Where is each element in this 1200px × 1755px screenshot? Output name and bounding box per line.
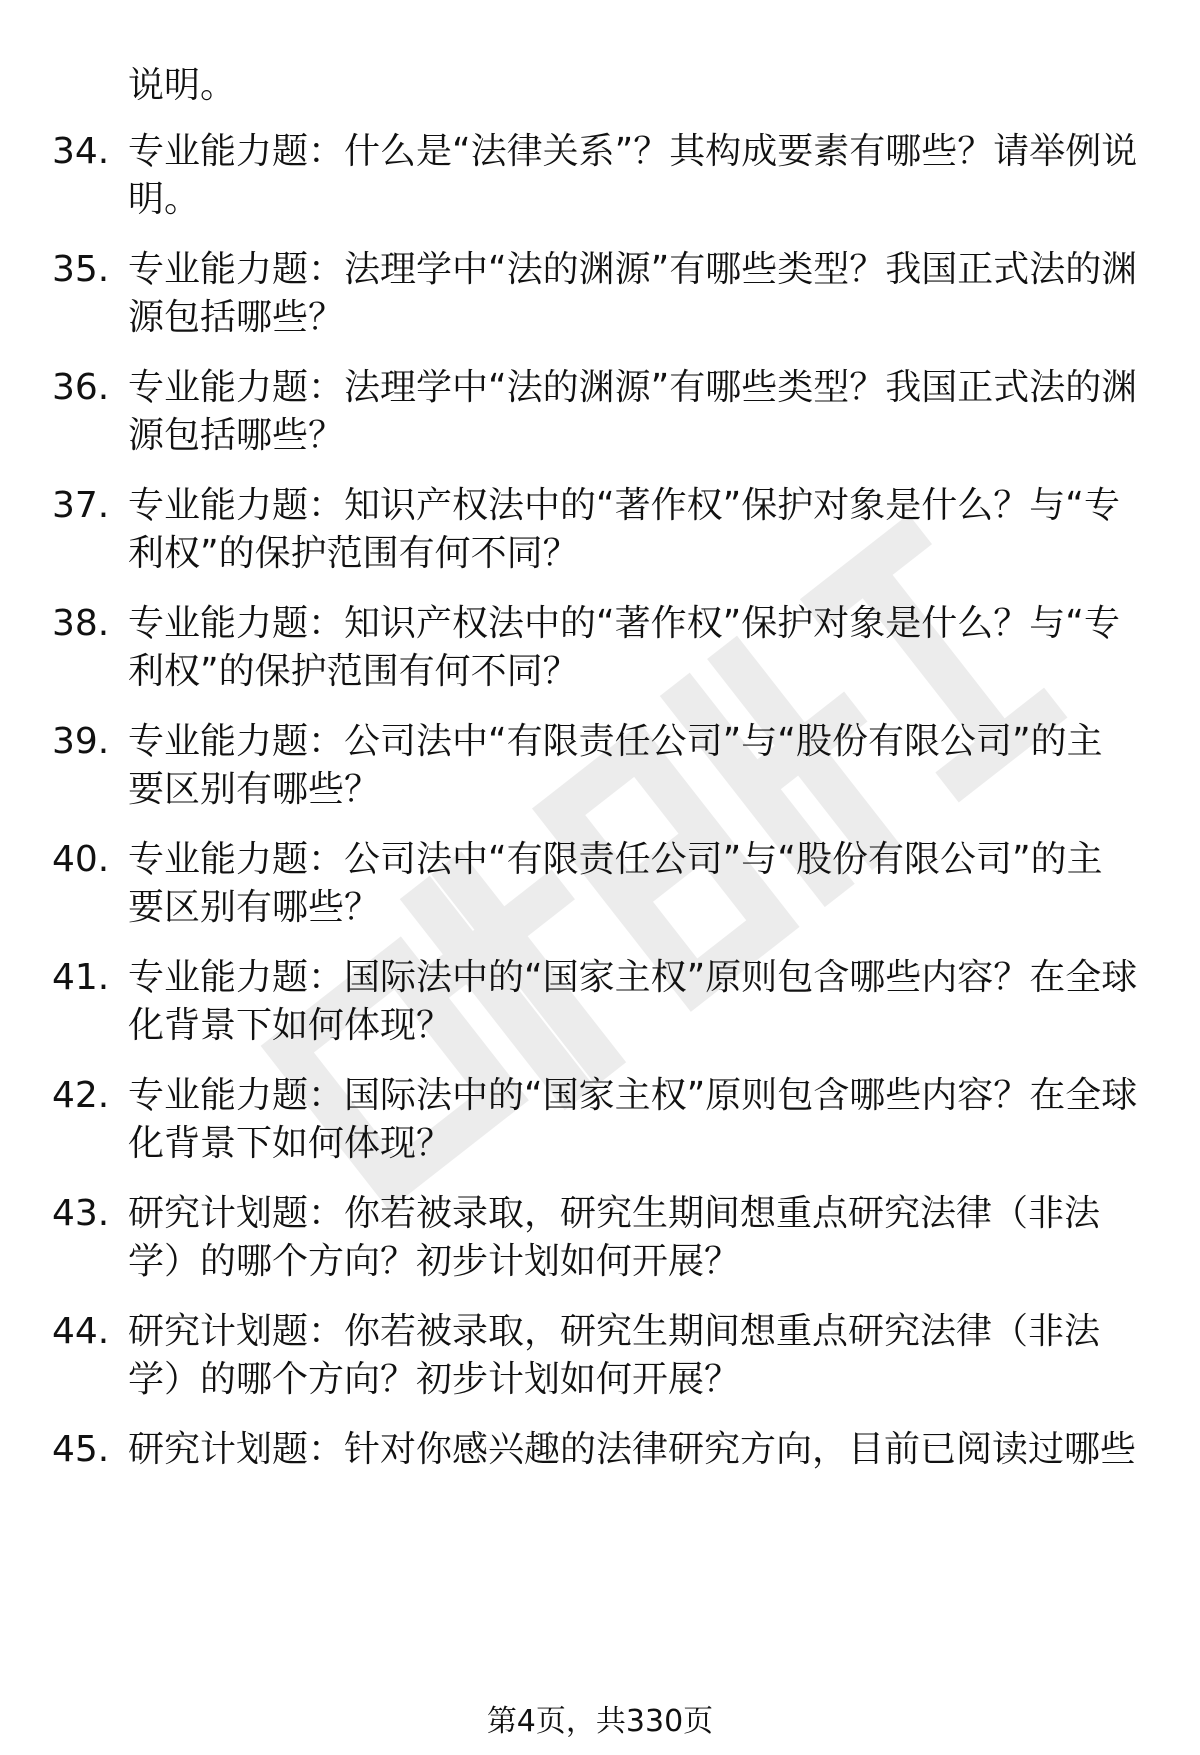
item-text: 专业能力题：知识产权法中的“著作权”保护对象是什么？与“专利权”的保护范围有何不同？: [128, 485, 1120, 574]
item-text: 专业能力题：法理学中“法的渊源”有哪些类型？我国正式法的渊源包括哪些？: [128, 367, 1138, 456]
item-text: 研究计划题：针对你感兴趣的法律研究方向，目前已阅读过哪些: [128, 1429, 1137, 1470]
item-text: 研究计划题：你若被录取，研究生期间想重点研究法律（非法学）的哪个方向？初步计划如何开展？: [128, 1311, 1101, 1400]
item-text: 专业能力题：公司法中“有限责任公司”与“股份有限公司”的主要区别有哪些？: [128, 721, 1103, 810]
item-text: 专业能力题：知识产权法中的“著作权”保护对象是什么？与“专利权”的保护范围有何不同？: [128, 603, 1120, 692]
item-text: 专业能力题：公司法中“有限责任公司”与“股份有限公司”的主要区别有哪些？: [128, 839, 1103, 928]
item-number: 40.: [52, 839, 110, 880]
item-number: 44.: [52, 1311, 110, 1352]
item-text: 研究计划题：你若被录取，研究生期间想重点研究法律（非法学）的哪个方向？初步计划如何开展？: [128, 1193, 1101, 1282]
item-number: 43.: [52, 1193, 110, 1234]
item-number: 41.: [52, 957, 110, 998]
item-text: 专业能力题：国际法中的“国家主权”原则包含哪些内容？在全球化背景下如何体现？: [128, 957, 1138, 1046]
item-number: 34.: [52, 131, 110, 172]
page-footer: 第4页，共330页: [486, 1704, 714, 1739]
item-number: 45.: [52, 1429, 110, 1470]
item-text: 专业能力题：法理学中“法的渊源”有哪些类型？我国正式法的渊源包括哪些？: [128, 249, 1138, 338]
item-text: 专业能力题：什么是“法律关系”？其构成要素有哪些？请举例说明。: [128, 131, 1138, 220]
item-number: 36.: [52, 367, 110, 408]
item-text: 专业能力题：国际法中的“国家主权”原则包含哪些内容？在全球化背景下如何体现？: [128, 1075, 1138, 1164]
item-number: 39.: [52, 721, 110, 762]
item-number: 42.: [52, 1075, 110, 1116]
item-number: 35.: [52, 249, 110, 290]
item-number: 38.: [52, 603, 110, 644]
item-continuation-text: 说明。: [128, 65, 237, 106]
item-number: 37.: [52, 485, 110, 526]
